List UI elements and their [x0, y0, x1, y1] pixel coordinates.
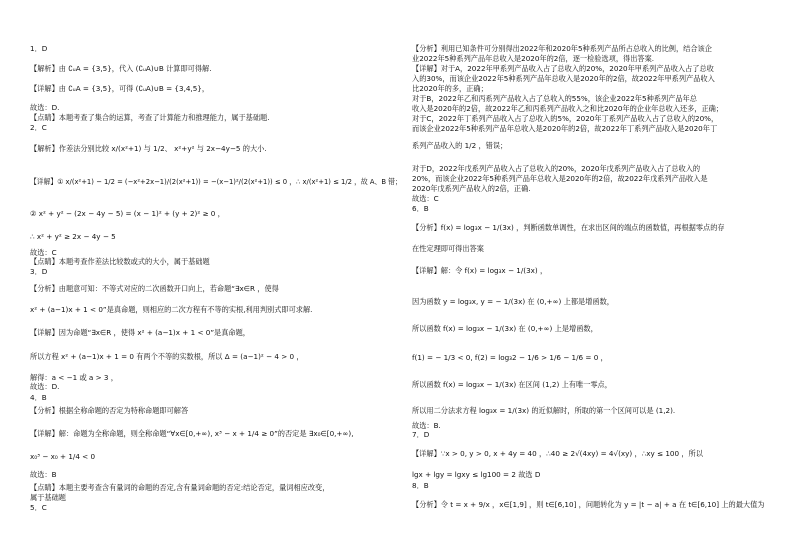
right-line: 故选：B. [412, 421, 441, 430]
left-line: 属于基础题 [30, 493, 66, 502]
right-line: 对于D，2022年戊系列产品收入占了总收入的20%，2020年戊系列产品收入占了总收入的 [412, 164, 701, 173]
right-line: f(1) = − 1/3 < 0, f(2) = log₃2 − 1/6 > 1/6 − 1/6 = 0 ， [412, 353, 608, 362]
left-line: 1．D [30, 44, 48, 53]
right-line: 入的30%，而该企业2022年5种系列产品年总收入是2020年的2倍，故2022年甲系列产品收入 [412, 74, 715, 83]
right-line: 因为函数 y = log₃x, y = − 1/(3x) 在 (0,+∞) 上都是增函数， [412, 297, 614, 306]
left-line: 解得：a < −1 或 a > 3 ， [30, 373, 118, 382]
left-line: 【详解】解：命题为全称命题，则全称命题“∀x∈[0,+∞), x³ − x + 1/4 ≥ 0”的否定是 ∃x₀∈[0,+∞), [30, 429, 354, 438]
right-line: 收入是2020年的2倍，故2022年乙和丙系列产品收入之和比2020年的企业年总收入还多，正确； [412, 104, 724, 113]
right-line: 比2020年的多，正确； [412, 84, 488, 93]
left-line: 【点睛】本题考查了集合的运算，考查了计算能力和推理能力，属于基础题. [30, 113, 270, 122]
left-line: 5．C [30, 503, 47, 512]
left-line: ∴ x² + y² ≥ 2x − 4y − 5 [30, 232, 116, 241]
right-line: 故选：C [412, 194, 439, 203]
left-line: 【解析】由 ∁ᵤA = {3,5}，代入 (∁ᵤA)∪B 计算即可得解. [30, 64, 212, 73]
right-line: 在性定理即可得出答案 [412, 244, 484, 253]
right-line: 对于C，2022年丁系列产品收入占了总收入的5%，2020年丁系列产品收入占了总收入的20%， [412, 114, 719, 123]
right-line: 2020年戊系列产品收入的2倍，正确. [412, 184, 531, 193]
right-line: 20%，而该企业2022年5种系列产品年总收入是2020年的2倍，故2022年戊系列产品收入是 [412, 174, 708, 183]
left-line: x² + (a−1)x + 1 < 0”是真命题，则相应的二次方程有不等的实根,利用判别式即可求解. [30, 305, 313, 314]
right-line: 【分析】令 t = x + 9/x ，x∈[1,9] ，则 t∈[6,10] ，问题转化为 y = |t − a| + a 在 t∈[6,10] 上的最大值为 [412, 500, 765, 509]
left-line: 【解析】作差法分别比较 x/(x²+1) 与 1/2、 x²+y² 与 2x−4y−5 的大小. [30, 144, 267, 153]
right-line: 而该企业2022年5种系列产品年总收入是2020年的2倍，故2022年丁系列产品收入是2020年丁 [412, 124, 718, 133]
left-line: 故选：D. [30, 103, 60, 112]
left-line: 所以方程 x² + (a−1)x + 1 = 0 有两个不等的实数根，所以 Δ = (a−1)² − 4 > 0 ， [30, 352, 304, 361]
left-line: x₀³ − x₀ + 1/4 < 0 [30, 452, 96, 461]
left-line: ② x² + y² − (2x − 4y − 5) = (x − 1)² + (y + 2)² ≥ 0 ， [30, 209, 225, 218]
left-line: 2．C [30, 123, 47, 132]
left-line: 【点睛】本题考查作差法比较数或式的大小，属于基础题 [30, 257, 210, 266]
right-line: 6．B [412, 204, 429, 213]
right-line: 所以用二分法求方程 log₃x = 1/(3x) 的近似解时，所取的第一个区间可以是 (1,2). [412, 406, 676, 415]
left-line: 【点睛】本题主要考查含有量词的命题的否定,含有量词命题的否定:结论否定，量词相应改变， [30, 483, 330, 492]
right-line: 【详解】解：令 f(x) = log₃x − 1/(3x) ， [412, 266, 548, 275]
right-line: 【分析】利用已知条件可分别得出2022年和2020年5种系列产品所占总收入的比例，结合该企 [412, 44, 712, 53]
right-line: 系列产品收入的 1/2 ，错误； [412, 141, 508, 150]
right-line: lgx + lgy = lgxy ≤ lg100 = 2 故选 D [412, 470, 541, 479]
right-line: 8．B [412, 481, 429, 490]
left-line: 【分析】根据全称命题的否定为特称命题即可解答 [30, 406, 189, 415]
right-line: 所以函数 f(x) = log₃x − 1/(3x) 在区间 (1,2) 上有唯一零点， [412, 380, 612, 389]
right-line: 【详解】∵x > 0, y > 0, x + 4y = 40 ，∴40 ≥ 2√(4xy) = 4√(xy) ，∴xy ≤ 100 ，所以 [412, 449, 703, 458]
left-line: 【详解】由 ∁ᵤA = {3,5}，可得 (∁ᵤA)∪B = {3,4,5}， [30, 84, 210, 93]
left-line: 【分析】由题意可知：不等式对应的二次函数开口向上，若命题“∃x∈R ，使得 [30, 284, 279, 293]
left-line: 【详解】① x/(x²+1) − 1/2 = (−x²+2x−1)/(2(x²+1)) = −(x−1)²/(2(x²+1)) ≤ 0 ，∴ x/(x²+1) ≤ 1/2 ，故 A、B 错； [30, 177, 402, 186]
right-line: 【详解】对于A，2022年甲系列产品收入占了总收入的20%，2020年甲系列产品收入占了总收 [412, 64, 714, 73]
left-line: 故选：D. [30, 382, 60, 391]
right-line: 【分析】f(x) = log₃x − 1/(3x) ，判断函数单调性，在求出区间的端点的函数值，再根据零点的存 [412, 223, 725, 232]
left-line: 故选：C [30, 248, 57, 257]
right-line: 对于B，2022年乙和丙系列产品收入占了总收入的55%，该企业2022年5种系列产品年总 [412, 94, 697, 103]
left-line: 【详解】因为命题“∃x∈R ，使得 x² + (a−1)x + 1 < 0”是真命题， [30, 328, 250, 337]
right-line: 所以函数 f(x) = log₃x − 1/(3x) 在 (0,+∞) 上是增函数， [412, 324, 598, 333]
left-line: 3．D [30, 267, 48, 276]
right-line: 业2022年5种系列产品年总收入是2020年的2倍，逐一检验选项，得出答案. [412, 54, 655, 63]
left-line: 故选：B [30, 470, 57, 479]
right-line: 7．D [412, 430, 430, 439]
left-line: 4．B [30, 393, 47, 402]
